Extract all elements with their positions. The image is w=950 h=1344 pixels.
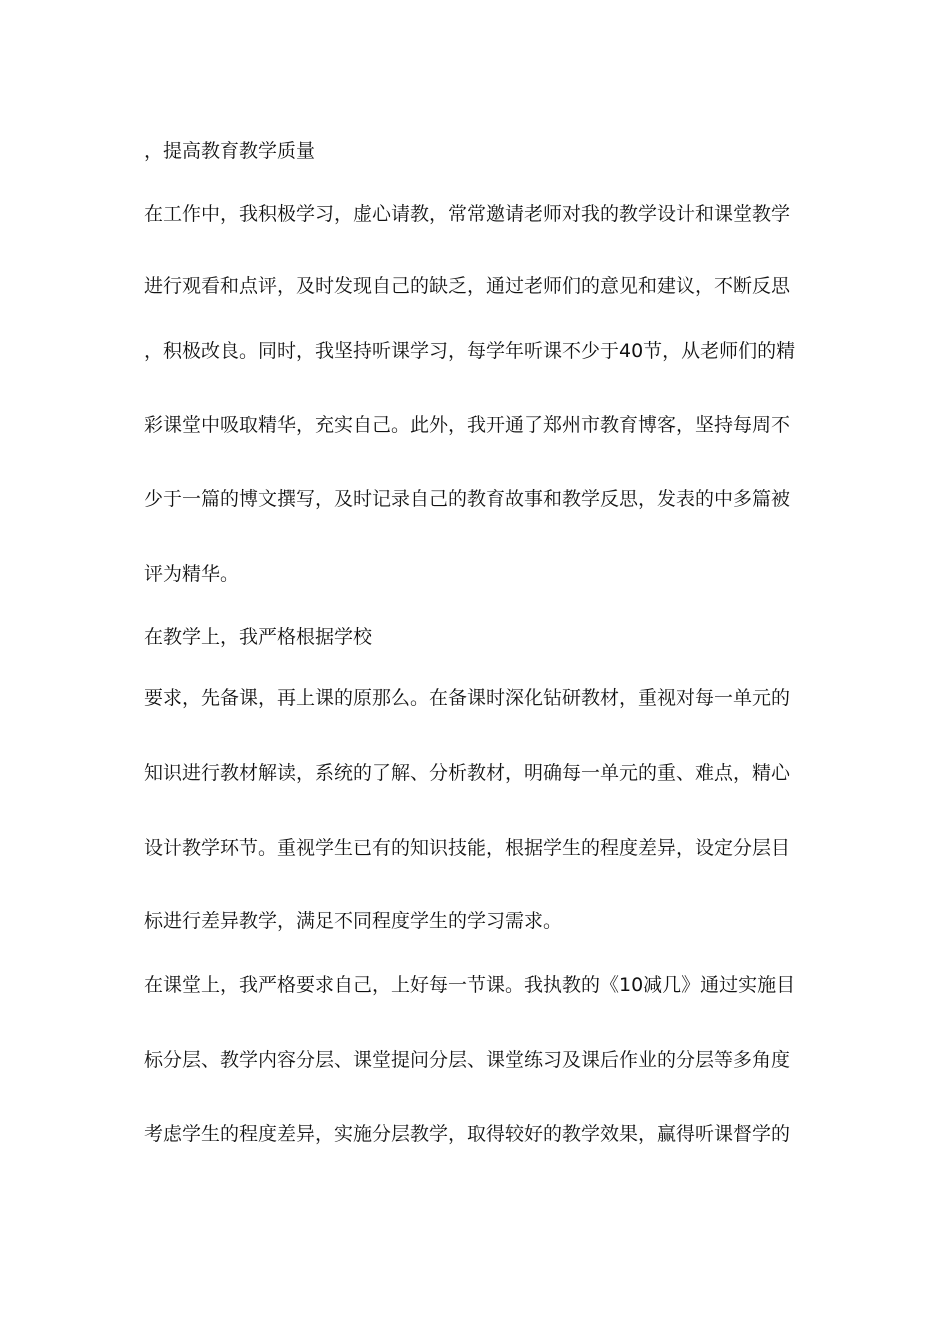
text-line: ，积极改良。同时，我坚持听课学习，每学年听课不少于40节，从老师们的精 <box>144 340 796 362</box>
text-line: 在课堂上，我严格要求自己，上好每一节课。我执教的《10减几》通过实施目 <box>144 974 796 996</box>
text-line: 考虑学生的程度差异，实施分层教学，取得较好的教学效果，赢得听课督学的 <box>144 1123 791 1145</box>
text-line: 在教学上，我严格根据学校 <box>144 626 373 648</box>
text-line: 评为精华。 <box>144 563 240 585</box>
text-line: 彩课堂中吸取精华，充实自己。此外，我开通了郑州市教育博客，坚持每周不 <box>144 414 791 436</box>
text-line: 标进行差异教学，满足不同程度学生的学习需求。 <box>144 910 563 932</box>
text-line: 标分层、教学内容分层、课堂提问分层、课堂练习及课后作业的分层等多角度 <box>144 1049 791 1071</box>
text-line: 少于一篇的博文撰写，及时记录自己的教育故事和教学反思，发表的中多篇被 <box>144 488 791 510</box>
text-line: 设计教学环节。重视学生已有的知识技能，根据学生的程度差异，设定分层目 <box>144 837 791 859</box>
text-line: 在工作中，我积极学习，虚心请教，常常邀请老师对我的教学设计和课堂教学 <box>144 203 791 225</box>
text-line: 知识进行教材解读，系统的了解、分析教材，明确每一单元的重、难点，精心 <box>144 762 791 784</box>
text-line: 进行观看和点评，及时发现自己的缺乏，通过老师们的意见和建议，不断反思 <box>144 275 791 297</box>
text-line: ，提高教育教学质量 <box>144 140 316 162</box>
text-line: 要求，先备课，再上课的原那么。在备课时深化钻研教材，重视对每一单元的 <box>144 687 791 709</box>
